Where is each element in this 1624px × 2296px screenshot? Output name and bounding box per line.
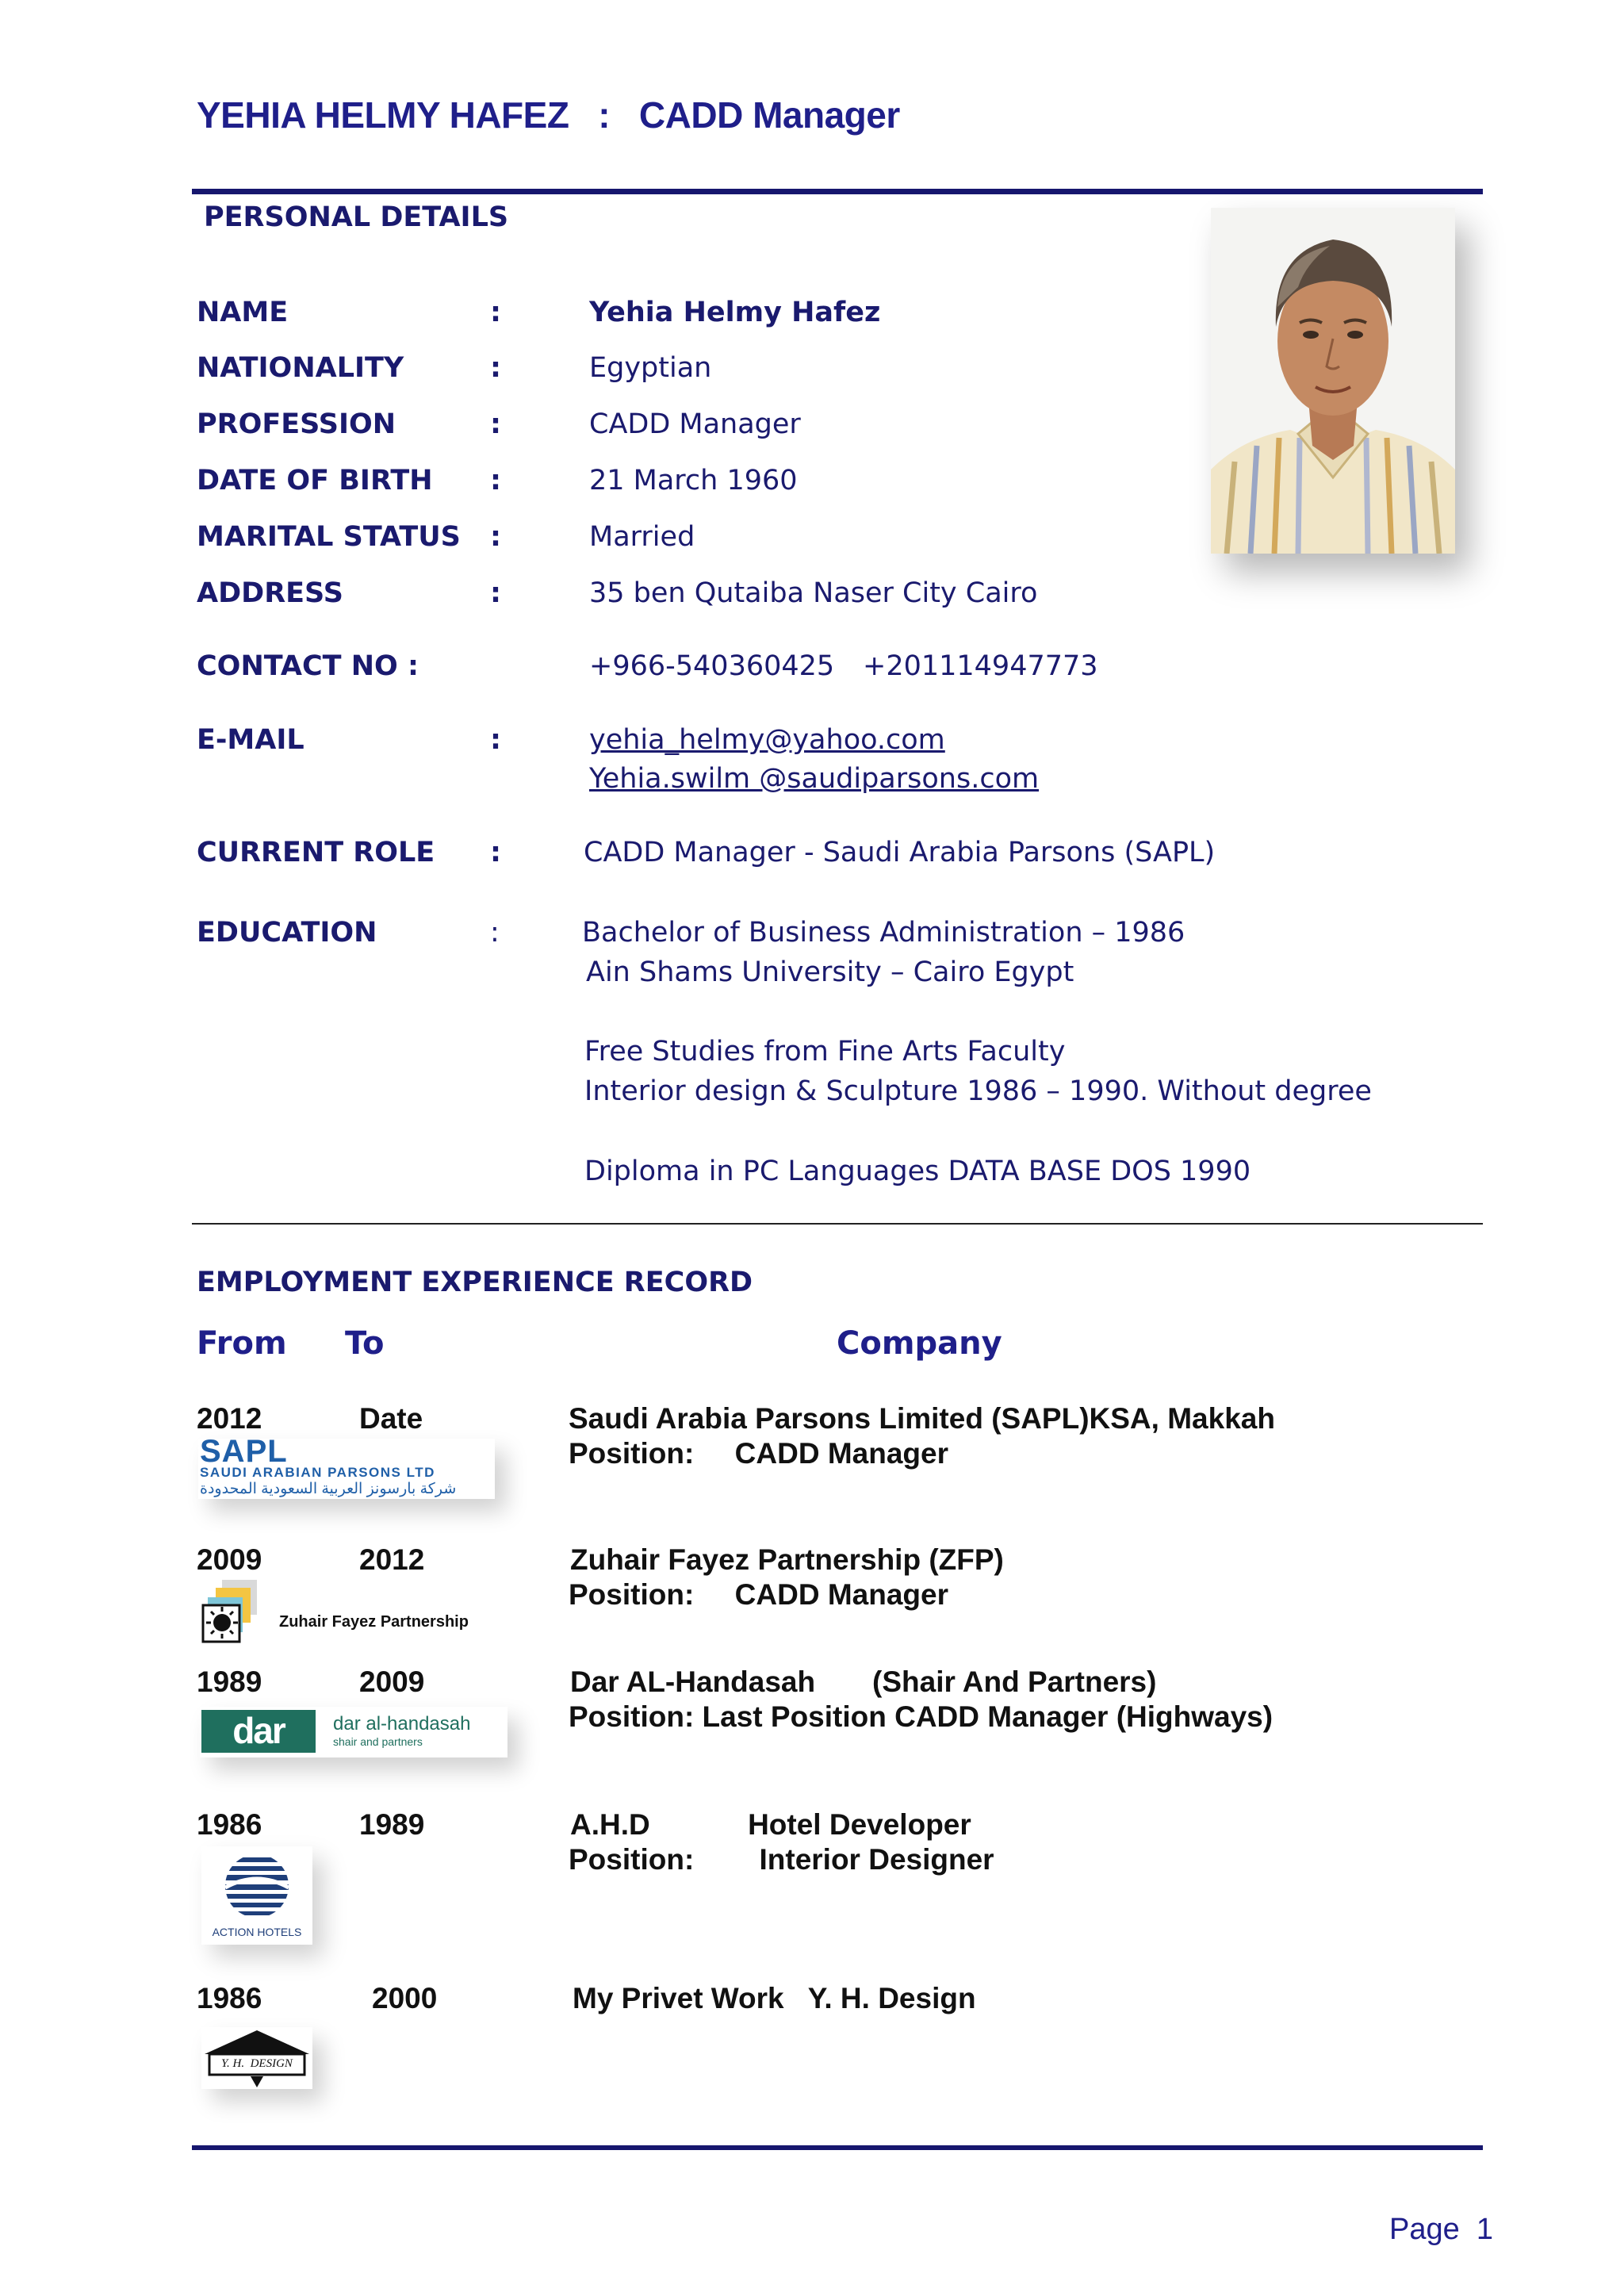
record-2-from: 2009 [197,1543,262,1576]
dob-colon: : [490,465,501,496]
name-value: Yehia Helmy Hafez [589,297,881,328]
marital-status-label: MARITAL STATUS [197,521,461,553]
page-number: Page 1 [1389,2213,1493,2246]
email-colon: : [490,724,501,756]
record-3-from: 1989 [197,1665,262,1698]
action-hotels-logo [201,1846,312,1945]
dob-value: 21 March 1960 [589,465,798,496]
record-4-position: Position: Interior Designer [569,1843,994,1876]
record-4-company: A.H.D Hotel Developer [570,1808,971,1841]
dar-logo-sub: shair and partners [333,1735,423,1748]
address-label: ADDRESS [197,577,343,609]
section-divider [192,1223,1483,1225]
header-divider [192,189,1483,194]
marital-status-value: Married [589,521,695,553]
col-from: From [197,1325,287,1362]
record-5-to: 2000 [372,1982,438,2014]
education-line-1: Bachelor of Business Administration – 1986 [582,917,1185,949]
sapl-logo-mark: SAPL [200,1439,288,1469]
yh-design-text: Y. H. DESIGN [221,2057,293,2070]
dar-logo-mark: dar [201,1710,316,1753]
marital-status-colon: : [490,521,501,553]
zfp-logo-text: Zuhair Fayez Partnership [279,1613,469,1631]
education-line-5: Diploma in PC Languages DATA BASE DOS 1990 [584,1156,1251,1187]
record-2-position: Position: CADD Manager [569,1578,948,1611]
address-colon: : [490,577,501,609]
record-3-position: Position: Last Position CADD Manager (Highways) [569,1700,1274,1733]
record-1-company: Saudi Arabia Parsons Limited (SAPL)KSA, Makkah [569,1402,1275,1435]
profile-photo [1211,208,1455,554]
email-link-1[interactable]: yehia_helmy@yahoo.com [589,724,945,756]
address-value: 35 ben Qutaiba Naser City Cairo [589,577,1038,609]
record-5-from: 1986 [197,1982,262,2014]
current-role-label: CURRENT ROLE [197,837,435,868]
record-5-company: My Privet Work Y. H. Design [573,1982,976,2014]
footer-divider [192,2145,1483,2150]
nationality-label: NATIONALITY [197,352,404,384]
record-4-from: 1986 [197,1808,262,1841]
record-4-to: 1989 [359,1808,425,1841]
sapl-logo-name: SAUDI ARABIAN PARSONS LTD [200,1465,435,1480]
phone-1: +966-540360425 [589,650,835,682]
dar-logo-name: dar al-handasah [333,1713,471,1734]
record-1-to: Date [359,1402,423,1435]
personal-details-heading: PERSONAL DETAILS [204,201,509,233]
education-line-2: Ain Shams University – Cairo Egypt [586,956,1074,988]
sapl-logo [198,1439,495,1499]
name-label: NAME [197,297,289,328]
globe-icon [201,1846,312,1922]
record-3-company: Dar AL-Handasah (Shair And Partners) [570,1665,1157,1698]
education-colon: : [490,917,500,949]
dar-logo [200,1707,508,1757]
profession-label: PROFESSION [197,408,396,440]
page-title: YEHIA HELMY HAFEZ : CADD Manager [197,94,900,136]
name-colon: : [490,297,501,328]
nationality-value: Egyptian [589,352,712,384]
education-line-4: Interior design & Sculpture 1986 – 1990. Without degree [584,1075,1372,1107]
record-3-to: 2009 [359,1665,425,1698]
contact-label: CONTACT NO : [197,650,419,682]
zfp-logo-mark [200,1577,276,1653]
nationality-colon: : [490,352,501,384]
profession-value: CADD Manager [589,408,801,440]
email-label: E-MAIL [197,724,304,756]
record-2-company: Zuhair Fayez Partnership (ZFP) [570,1543,1004,1576]
zfp-logo [200,1577,485,1653]
education-label: EDUCATION [197,917,377,949]
phone-2: +201114947773 [863,650,1098,682]
yh-design-logo [201,2027,312,2089]
current-role-colon: : [490,837,501,868]
record-1-from: 2012 [197,1402,262,1435]
col-to: To [345,1325,385,1362]
current-role-value: CADD Manager - Saudi Arabia Parsons (SAPL) [584,837,1216,868]
sapl-logo-arabic: شركة بارسونز العربية السعودية المحدودة [200,1481,457,1497]
col-company: Company [837,1325,1002,1362]
dob-label: DATE OF BIRTH [197,465,433,496]
education-line-3: Free Studies from Fine Arts Faculty [584,1036,1066,1068]
action-hotels-text: ACTION HOTELS [212,1926,302,1938]
employment-heading: EMPLOYMENT EXPERIENCE RECORD [197,1267,753,1298]
record-1-position: Position: CADD Manager [569,1437,948,1470]
email-link-2[interactable]: Yehia.swilm @saudiparsons.com [589,763,1040,795]
record-2-to: 2012 [359,1543,425,1576]
profession-colon: : [490,408,501,440]
